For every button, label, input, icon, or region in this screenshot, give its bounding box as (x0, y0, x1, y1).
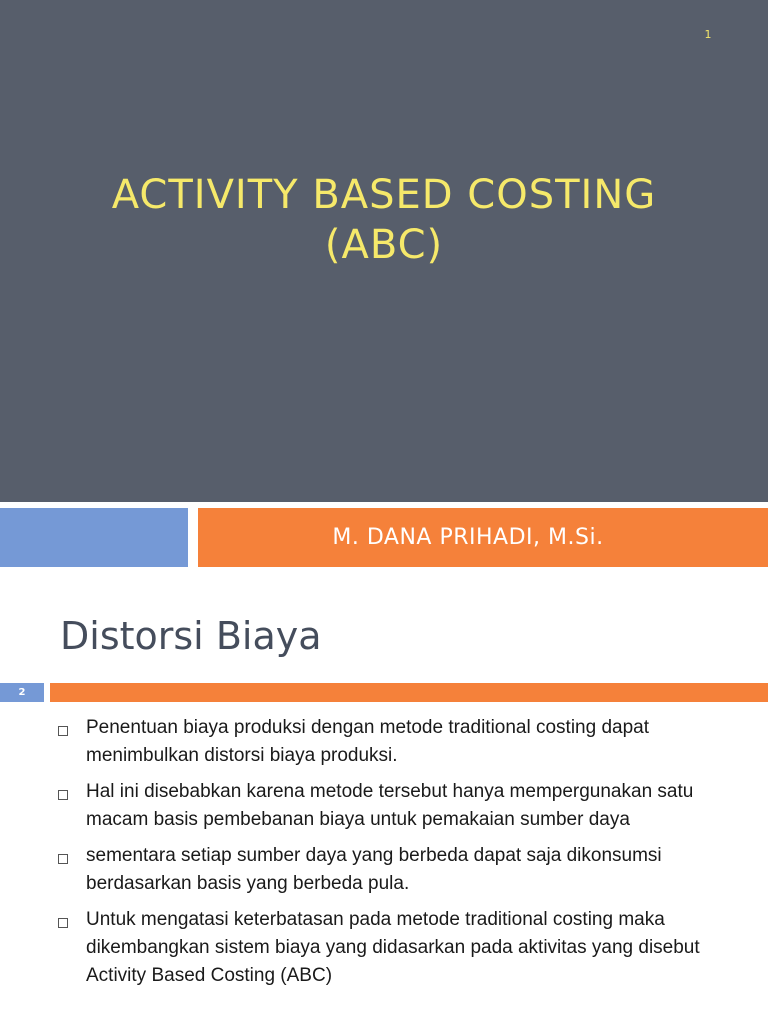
orange-rule (50, 683, 768, 702)
bullet-text: Hal ini disebabkan karena metode tersebut hanya mempergunakan satu macam basis pembebanan biaya untuk pemakaian sumber daya (86, 781, 694, 830)
square-bullet-icon (58, 918, 68, 928)
slide-number: 1 (704, 28, 712, 41)
list-item (58, 714, 728, 770)
blue-accent-band (0, 508, 188, 567)
list-item (58, 906, 728, 990)
slide-title-line-1: ACTIVITY BASED COSTING (111, 172, 657, 218)
slide-title (40, 170, 728, 270)
square-bullet-icon (58, 854, 68, 864)
slide-2-title: Distorsi Biaya (60, 614, 322, 658)
square-bullet-icon (58, 726, 68, 736)
list-item (58, 842, 728, 898)
list-item (58, 778, 728, 834)
title-slide (0, 0, 768, 502)
bullet-text: sementara setiap sumber daya yang berbeda dapat saja dikonsumsi berdasarkan basis yang berbeda pula. (86, 845, 662, 894)
author-name: M. DANA PRIHADI, M.Si. (332, 525, 604, 550)
bullet-text: Penentuan biaya produksi dengan metode traditional costing dapat menimbulkan distorsi biaya produksi. (86, 717, 650, 766)
square-bullet-icon (58, 790, 68, 800)
slide-title-line-2: (ABC) (324, 222, 444, 268)
bullet-text: Untuk mengatasi keterbatasan pada metode traditional costing maka dikembangkan sistem biaya yang didasarkan pada aktivitas yang disebut Activity Based Costing (ABC) (86, 909, 700, 986)
slide-2-number: 2 (0, 683, 44, 702)
bullet-list (58, 714, 728, 998)
